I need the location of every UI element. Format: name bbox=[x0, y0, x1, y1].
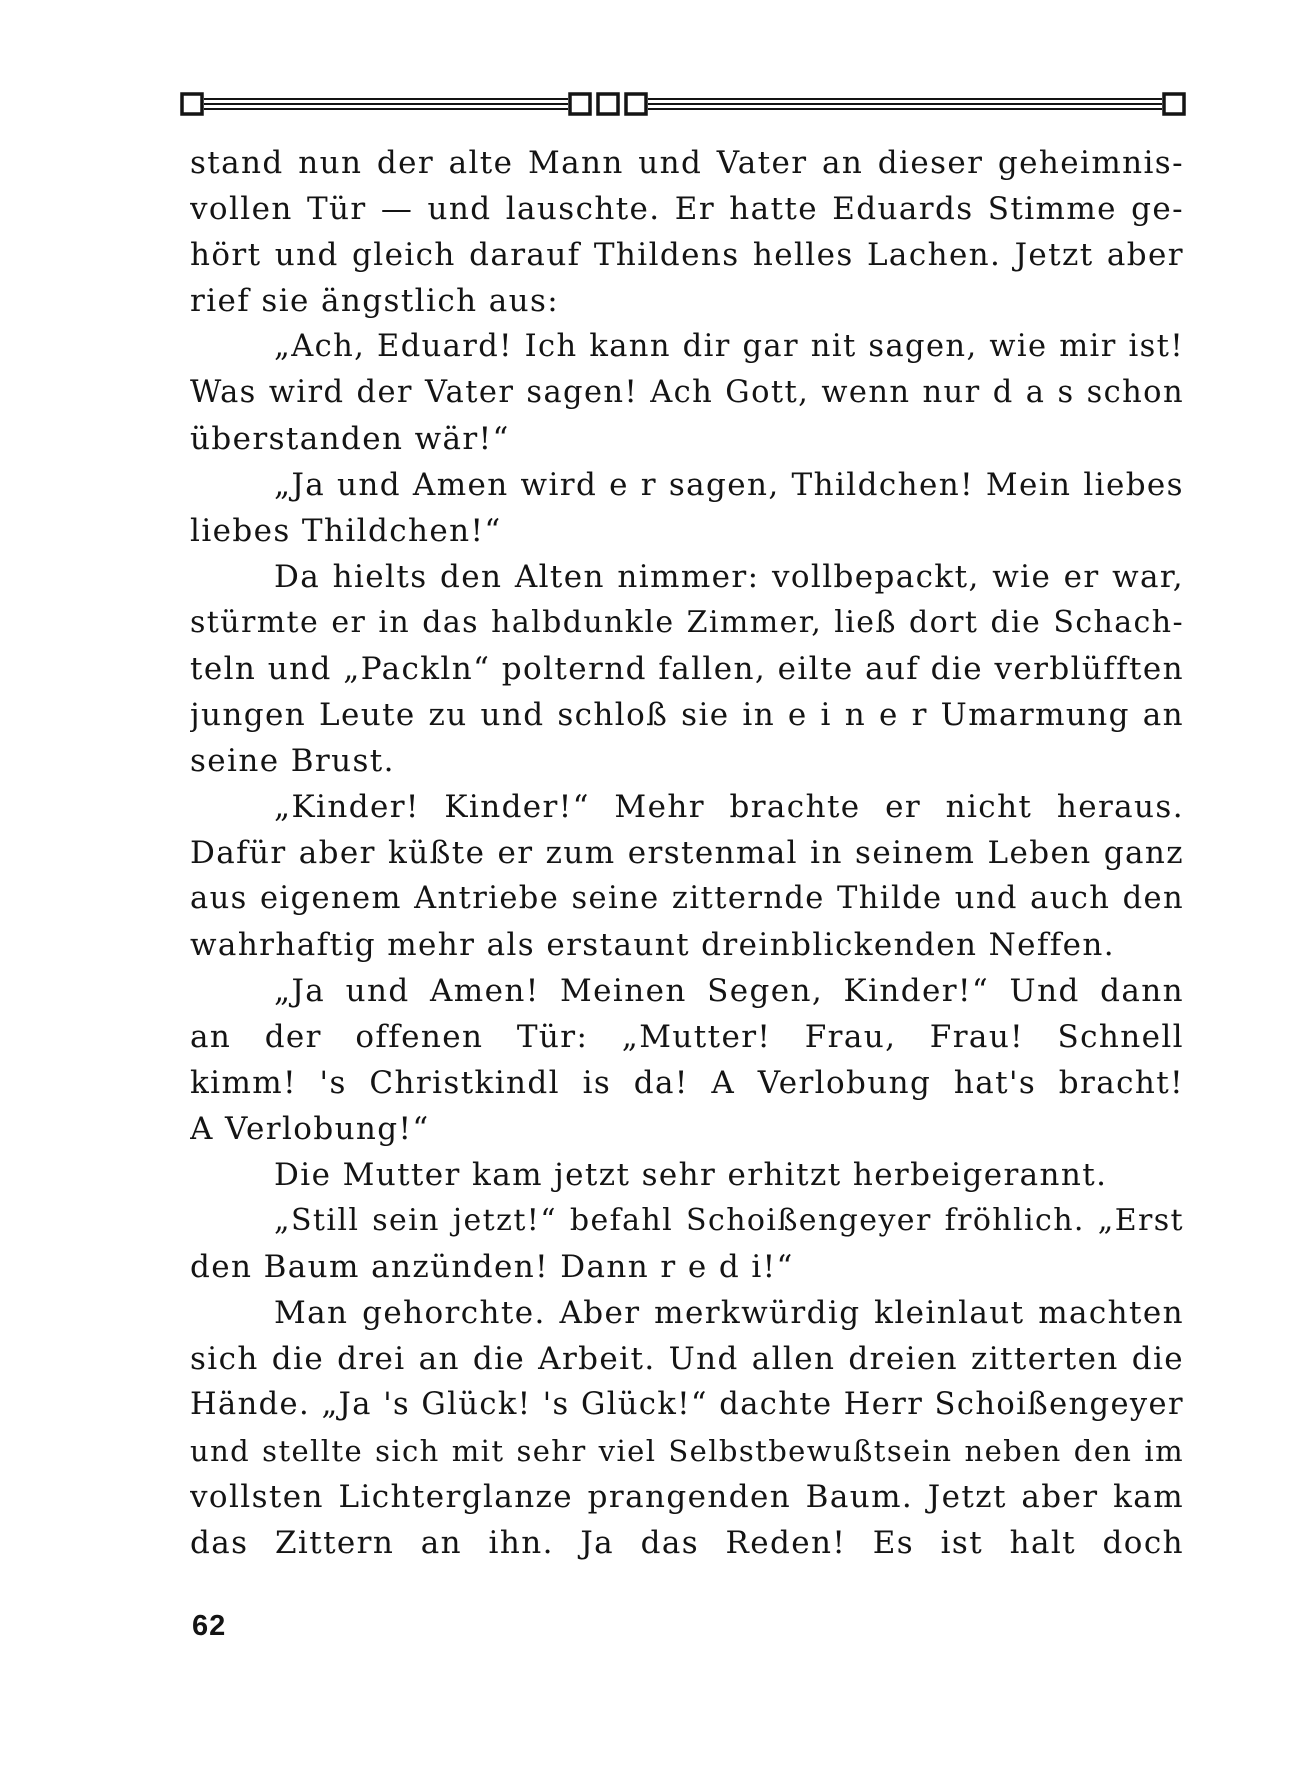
text-line: hört und gleich darauf Thildens helles Lachen. Jetzt aber bbox=[190, 237, 1184, 273]
text-line: und stellte sich mit sehr viel Selbstbewußtsein neben den im bbox=[190, 1434, 1184, 1468]
page-number: 62 bbox=[192, 1610, 227, 1642]
text-line: Die Mutter kam jetzt sehr erhitzt herbeigerannt. bbox=[274, 1157, 1108, 1193]
ornament-square-center-2 bbox=[598, 94, 618, 114]
text-line: teln und „Packln“ polternd fallen, eilte auf die verblüfften bbox=[190, 651, 1184, 687]
text-line: rief sie ängstlich aus: bbox=[190, 283, 560, 319]
text-line: „Ja und Amen wird e r sagen, Thildchen! Mein liebes bbox=[274, 467, 1184, 503]
text-line: den Baum anzünden! Dann r e d i!“ bbox=[190, 1249, 794, 1285]
text-line: an der offenen Tür: „Mutter! Frau, Frau! Schnell bbox=[190, 1019, 1184, 1055]
text-line: „Still sein jetzt!“ befahl Schoißengeyer fröhlich. „Erst bbox=[274, 1203, 1184, 1238]
body-text bbox=[190, 140, 1184, 1566]
header-ornament-rule bbox=[180, 90, 1188, 120]
text-line: Man gehorchte. Aber merkwürdig kleinlaut machten bbox=[274, 1295, 1184, 1331]
text-line: jungen Leute zu und schloß sie in e i n e r Umarmung an bbox=[190, 697, 1184, 733]
text-line: überstanden wär!“ bbox=[190, 421, 510, 457]
text-line: liebes Thildchen!“ bbox=[190, 513, 502, 549]
text-line: Hände. „Ja 's Glück! 's Glück!“ dachte Herr Schoißengeyer bbox=[190, 1387, 1184, 1422]
text-line: stürmte er in das halbdunkle Zimmer, ließ dort die Schach- bbox=[190, 605, 1184, 640]
text-line: aus eigenem Antriebe seine zitternde Thilde und auch den bbox=[190, 881, 1184, 916]
text-line: vollen Tür — und lauschte. Er hatte Eduards Stimme ge- bbox=[190, 191, 1184, 227]
ornament-square-center-1 bbox=[570, 94, 590, 114]
ornament-square-left bbox=[182, 94, 202, 114]
text-line: Da hielts den Alten nimmer: vollbepackt, wie er war, bbox=[274, 559, 1184, 595]
ornament-square-center-3 bbox=[626, 94, 646, 114]
text-line: „Ach, Eduard! Ich kann dir gar nit sagen, wie mir ist! bbox=[274, 329, 1184, 364]
text-line: „Ja und Amen! Meinen Segen, Kinder!“ Und dann bbox=[274, 973, 1184, 1009]
text-line: Was wird der Vater sagen! Ach Gott, wenn nur d a s schon bbox=[190, 375, 1184, 410]
text-line: das Zittern an ihn. Ja das Reden! Es ist halt doch bbox=[190, 1525, 1184, 1561]
ornament-square-right bbox=[1164, 94, 1184, 114]
text-line: Dafür aber küßte er zum erstenmal in seinem Leben ganz bbox=[190, 835, 1184, 871]
text-line: sich die drei an die Arbeit. Und allen dreien zitterten die bbox=[190, 1341, 1184, 1377]
text-line: „Kinder! Kinder!“ Mehr brachte er nicht heraus. bbox=[274, 789, 1184, 825]
text-line: wahrhaftig mehr als erstaunt dreinblickenden Neffen. bbox=[190, 927, 1115, 963]
text-line: seine Brust. bbox=[190, 743, 395, 779]
text-line: A Verlobung!“ bbox=[190, 1111, 430, 1147]
text-line: stand nun der alte Mann und Vater an dieser geheimnis- bbox=[190, 145, 1184, 181]
text-line: vollsten Lichterglanze prangenden Baum. Jetzt aber kam bbox=[190, 1479, 1184, 1515]
ornament-graphic bbox=[180, 90, 1188, 120]
text-line: kimm! 's Christkindl is da! A Verlobung hat's bracht! bbox=[190, 1065, 1184, 1101]
